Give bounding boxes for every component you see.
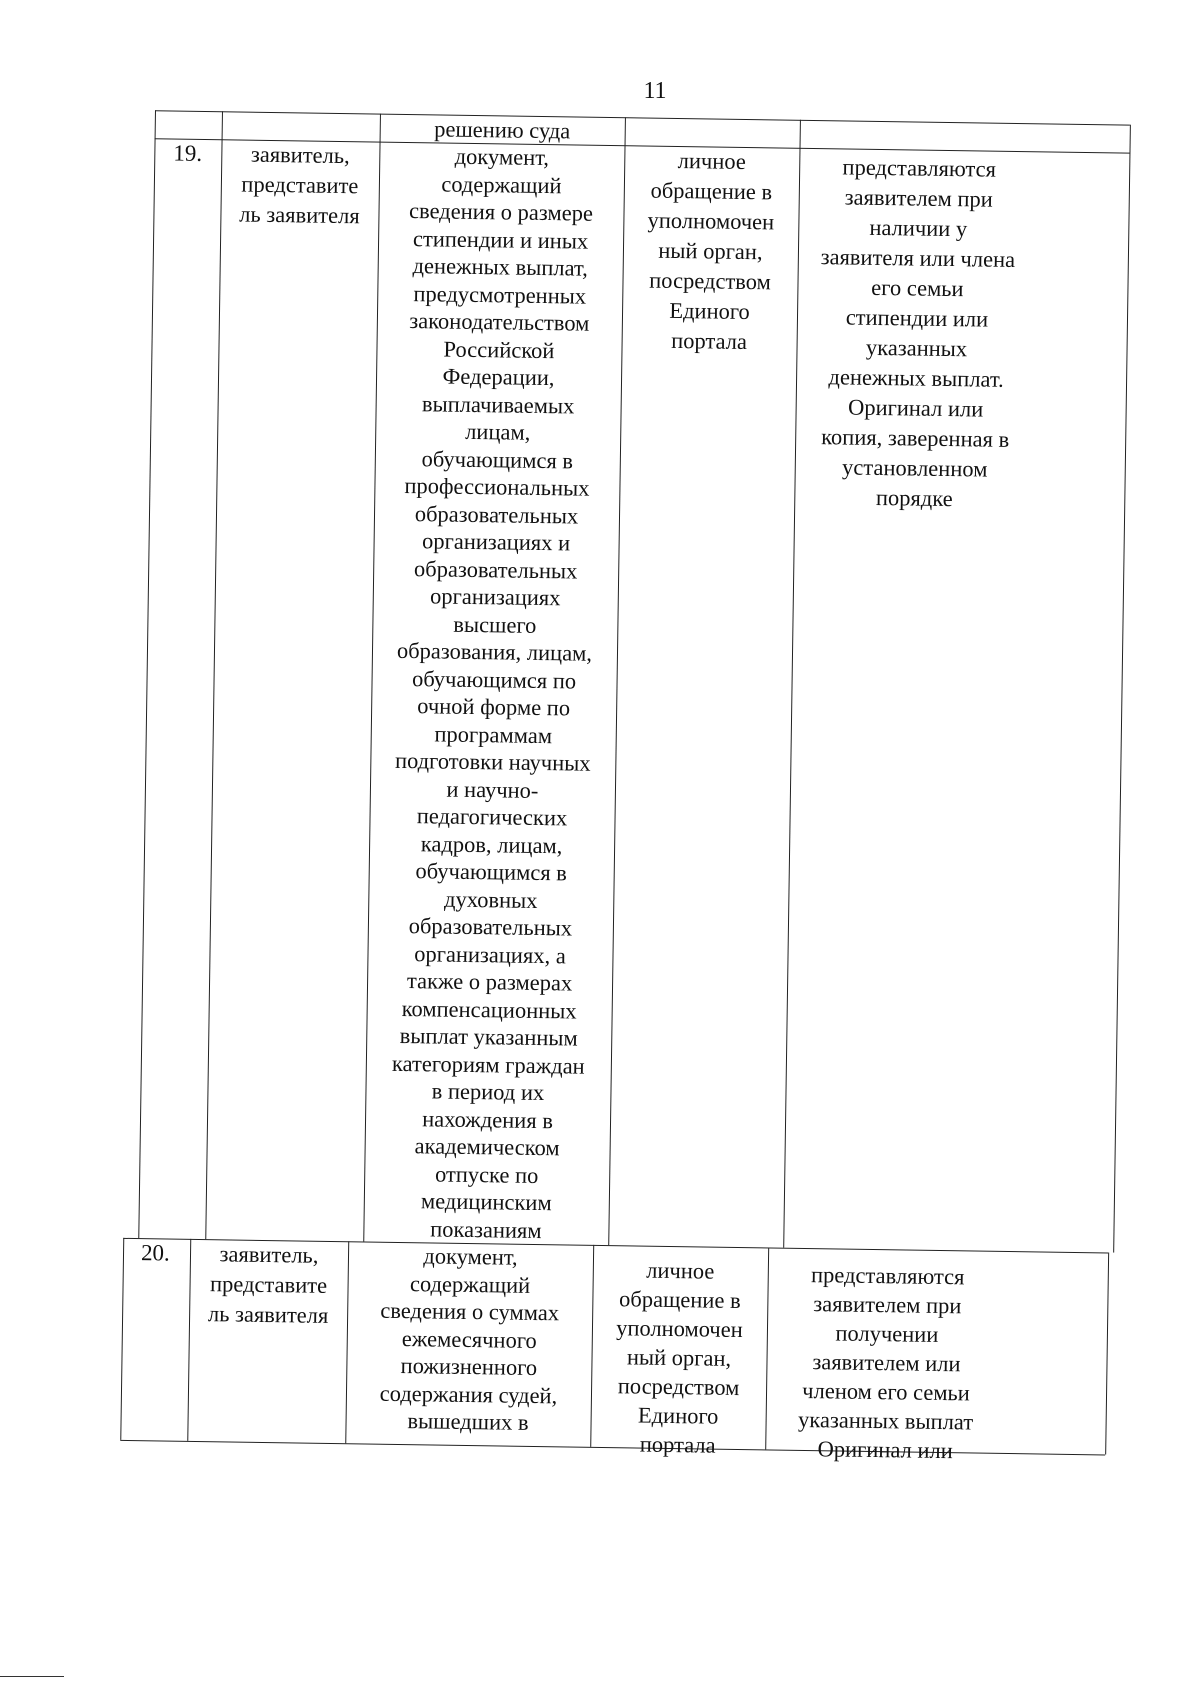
cell-line: указанных bbox=[865, 334, 968, 362]
cell-line: лицам, bbox=[464, 418, 531, 445]
cell-line: заявителем при bbox=[844, 184, 994, 212]
cell-line: портала bbox=[671, 327, 748, 355]
scan-edge-mark bbox=[0, 1676, 64, 1677]
cell-line: отпуске по bbox=[434, 1160, 539, 1188]
cell-line: высшего bbox=[453, 611, 537, 638]
cell-line: личное bbox=[646, 1257, 715, 1284]
cell-line: выплачиваемых bbox=[421, 390, 575, 418]
cell-line: Российской bbox=[443, 336, 555, 363]
cell-line: организациях, а bbox=[414, 940, 566, 968]
row-number-text: 20. bbox=[140, 1240, 170, 1266]
cell-line: стипендии или bbox=[845, 304, 989, 332]
cell-line: образования, лицам, bbox=[396, 637, 593, 666]
cell-line: подготовки научных bbox=[394, 747, 591, 776]
cell-line: членом его семьи bbox=[802, 1377, 971, 1406]
cell-line: получении bbox=[835, 1320, 939, 1347]
note-cell bbox=[794, 152, 1039, 516]
column-border bbox=[205, 111, 223, 1239]
cell-line: заявителя или члена bbox=[820, 244, 1016, 272]
cell-line: наличии у bbox=[869, 214, 968, 242]
cell-line: очной форме по bbox=[417, 693, 571, 721]
cell-line: показаниям bbox=[430, 1215, 542, 1243]
cell-line: выплат указанным bbox=[399, 1022, 578, 1051]
cell-line: академическом bbox=[414, 1133, 560, 1161]
row-number bbox=[173, 139, 221, 170]
cell-line: обращение в bbox=[618, 1286, 741, 1314]
document-cell bbox=[363, 142, 624, 1246]
cell-line: содержащий bbox=[409, 1270, 531, 1298]
document-cell bbox=[345, 1241, 593, 1437]
applicant-cell bbox=[189, 1239, 348, 1331]
cell-line: пожизненного bbox=[400, 1353, 538, 1381]
cell-line: заявитель, bbox=[250, 141, 350, 169]
cell-line: ный орган, bbox=[658, 237, 763, 265]
cell-line: стипендии и иных bbox=[412, 225, 589, 254]
cell-line: содержащий bbox=[441, 170, 562, 198]
cell-line: законодательством bbox=[409, 308, 590, 336]
cell-line: решению суда bbox=[434, 116, 571, 144]
cell-line: педагогических bbox=[416, 803, 568, 831]
column-border bbox=[1105, 1252, 1109, 1454]
cell-line: категориям граждан bbox=[391, 1050, 585, 1079]
cell-line: организациях и bbox=[421, 528, 571, 556]
cell-line: заявитель, bbox=[219, 1241, 319, 1268]
cell-line: Единого bbox=[637, 1402, 719, 1429]
cell-line: ный орган, bbox=[626, 1344, 732, 1371]
cell-line: ль заявителя bbox=[207, 1301, 329, 1328]
cell-line: копия, заверенная в bbox=[821, 424, 1010, 452]
cell-line: его семьи bbox=[871, 274, 964, 302]
cell-line: сведения о суммах bbox=[380, 1297, 560, 1326]
cell-line: заявителем или bbox=[812, 1349, 961, 1377]
document-table bbox=[118, 110, 1130, 1595]
submission-method-cell bbox=[621, 145, 799, 358]
row-number bbox=[141, 1238, 189, 1269]
applicant-cell bbox=[220, 139, 379, 231]
cell-line: обучающимся в bbox=[415, 858, 568, 886]
cell-line: представляются bbox=[810, 1262, 965, 1290]
cell-line: портала bbox=[639, 1431, 716, 1458]
cell-line: вышедших в bbox=[407, 1408, 529, 1435]
cell-line: программам bbox=[434, 720, 553, 748]
cell-line: нахождения в bbox=[421, 1105, 554, 1133]
cell-line: установленном bbox=[841, 454, 988, 482]
cell-line: представите bbox=[241, 171, 359, 199]
cell-line: обращение в bbox=[650, 177, 773, 205]
cell-line: Оригинал или bbox=[817, 1436, 953, 1464]
cell-line: порядке bbox=[875, 484, 953, 512]
cell-line: денежных выплат, bbox=[412, 253, 588, 281]
cell-line: обучающимся по bbox=[411, 665, 577, 694]
cell-line: и научно- bbox=[446, 776, 539, 803]
cell-line: содержания судей, bbox=[379, 1380, 558, 1408]
cell-line: посредством bbox=[649, 267, 771, 295]
cell-line: указанных выплат bbox=[797, 1406, 974, 1435]
cell-line: уполномочен bbox=[616, 1315, 743, 1343]
cell-line: ль заявителя bbox=[239, 201, 360, 229]
cell-line: посредством bbox=[617, 1373, 740, 1401]
cell-line: предусмотренных bbox=[413, 280, 587, 309]
cell-line: документ, bbox=[454, 143, 550, 171]
cell-line: духовных bbox=[443, 886, 538, 913]
cell-line: организациях bbox=[429, 583, 561, 611]
column-border bbox=[1113, 125, 1131, 1253]
cell-line: личное bbox=[677, 147, 747, 174]
cell-line: Единого bbox=[669, 297, 750, 325]
table-top-border bbox=[155, 110, 1130, 125]
submission-method-cell bbox=[590, 1255, 768, 1461]
cell-line: уполномочен bbox=[647, 207, 775, 235]
cell-line: в период их bbox=[431, 1078, 545, 1106]
cell-line: представляются bbox=[842, 154, 997, 182]
row-number-text: 19. bbox=[173, 140, 203, 166]
cell-line: представите bbox=[209, 1271, 328, 1298]
note-cell bbox=[765, 1259, 1008, 1466]
cell-line: компенсационных bbox=[401, 995, 577, 1024]
cell-line: сведения о размере bbox=[408, 198, 594, 226]
cell-line: образовательных bbox=[408, 913, 573, 941]
cell-line: документ, bbox=[423, 1243, 518, 1270]
cell-line: образовательных bbox=[413, 555, 578, 584]
cell-line: также о размерах bbox=[406, 968, 573, 996]
column-border bbox=[138, 110, 156, 1238]
cell-line: Оригинал или bbox=[847, 394, 984, 422]
cell-line: образовательных bbox=[414, 500, 579, 529]
cell-line: медицинским bbox=[420, 1188, 552, 1216]
cell-line: Федерации, bbox=[442, 363, 555, 391]
cell-line: обучающимся в bbox=[421, 445, 574, 473]
cell-line: профессиональных bbox=[404, 472, 590, 501]
cell-line: ежемесячного bbox=[401, 1325, 537, 1353]
page-number: 11 bbox=[643, 78, 667, 104]
cell-line: заявителем при bbox=[813, 1291, 962, 1319]
column-border bbox=[120, 1238, 124, 1440]
cell-line: денежных выплат. bbox=[828, 364, 1004, 392]
cell-line: кадров, лицам, bbox=[420, 830, 563, 858]
